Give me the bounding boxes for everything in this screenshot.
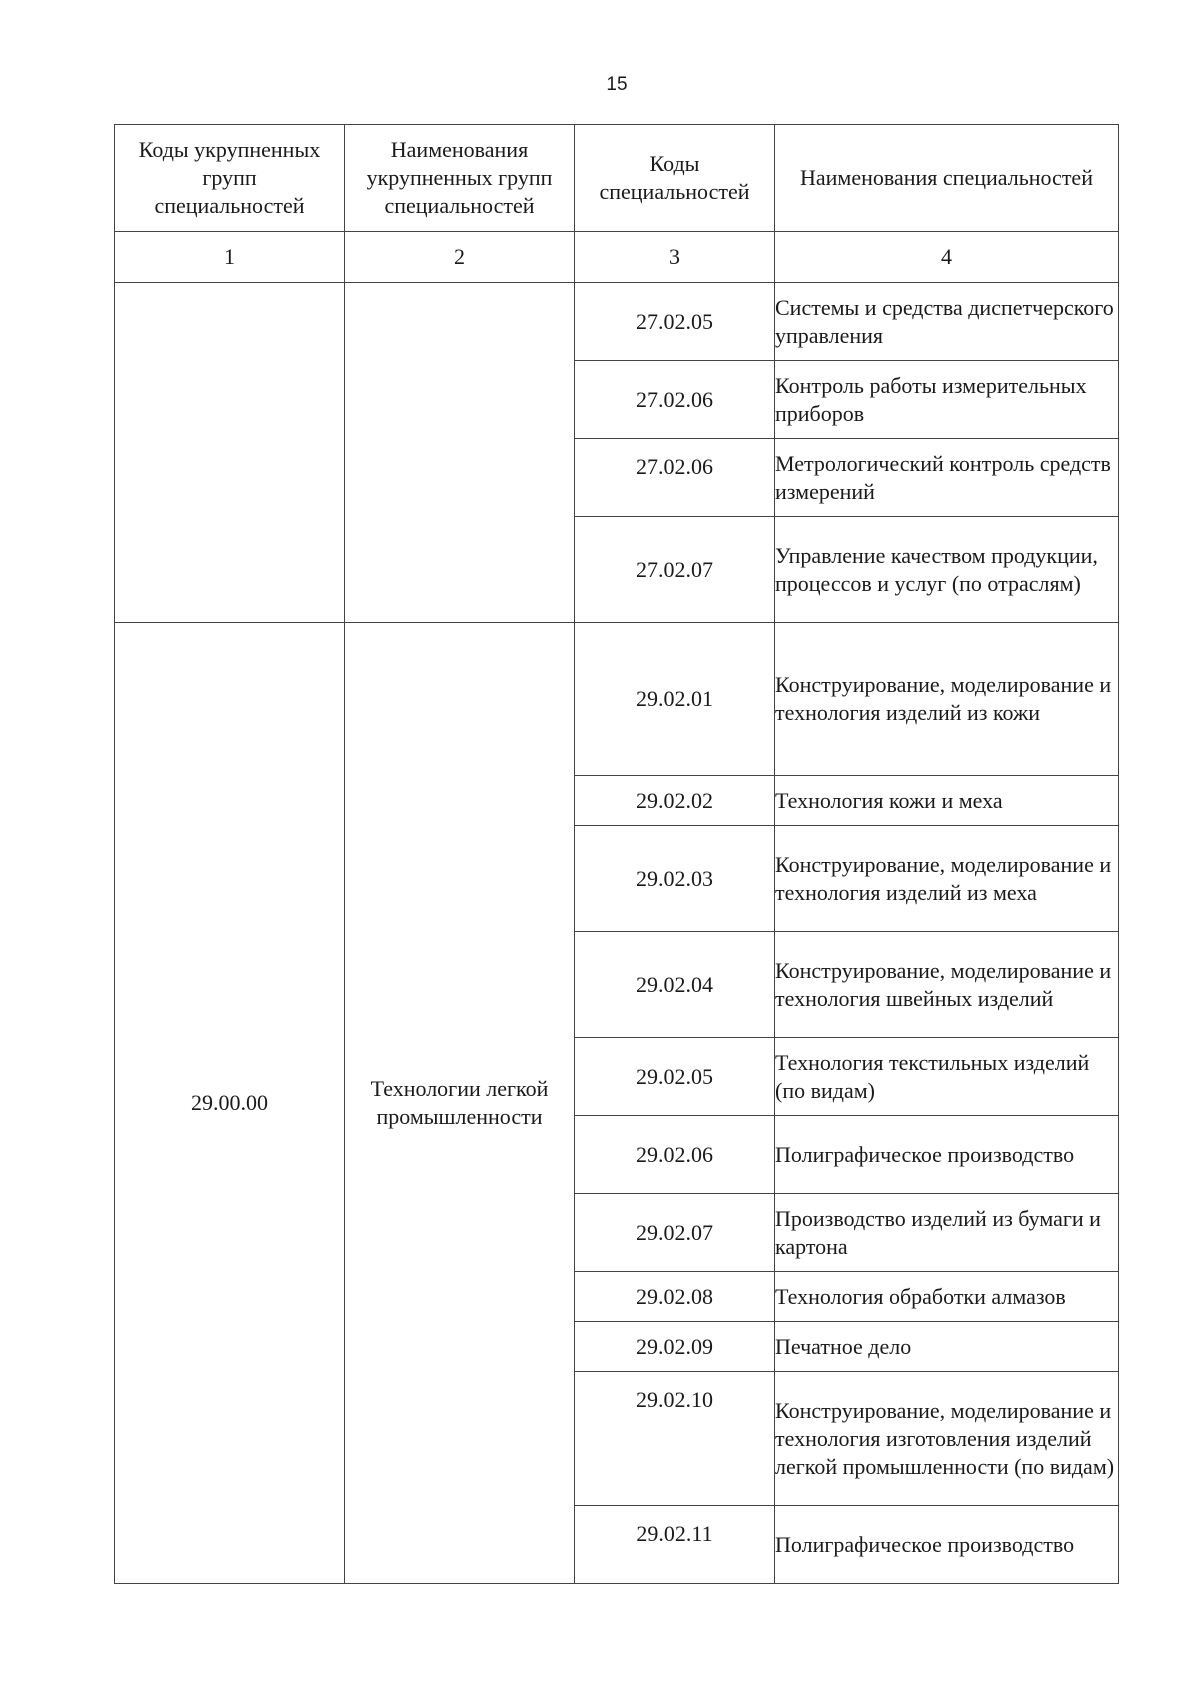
specialty-name: Конструирование, моделирование и технология швейных изделий [775, 932, 1119, 1038]
specialty-code: 27.02.07 [575, 517, 775, 623]
group-code: 29.00.00 [115, 623, 345, 1584]
specialty-code: 29.02.03 [575, 826, 775, 932]
group-code-cell-empty [115, 283, 345, 623]
table-row [115, 623, 1119, 776]
specialty-code: 29.02.02 [575, 776, 775, 826]
specialty-name: Метрологический контроль средств измерений [775, 439, 1119, 517]
specialty-name: Контроль работы измерительных приборов [775, 361, 1119, 439]
specialty-name: Конструирование, моделирование и технология изделий из меха [775, 826, 1119, 932]
header-specialty-names: Наименования специальностей [775, 125, 1119, 232]
specialty-name: Системы и средства диспетчерского управления [775, 283, 1119, 361]
header-group-names: Наименования укрупненных групп специальностей [345, 125, 575, 232]
specialty-name: Полиграфическое производство [775, 1506, 1119, 1584]
specialty-name: Технология обработки алмазов [775, 1272, 1119, 1322]
specialty-name: Конструирование, моделирование и технология изготовления изделий легкой промышленности (по видам) [775, 1372, 1119, 1506]
column-number: 4 [775, 232, 1119, 283]
specialty-code: 29.02.05 [575, 1038, 775, 1116]
specialty-name: Управление качеством продукции, процессов и услуг (по отраслям) [775, 517, 1119, 623]
column-number: 3 [575, 232, 775, 283]
table-row [115, 283, 1119, 361]
specialty-code: 29.02.08 [575, 1272, 775, 1322]
specialty-code: 27.02.06 [575, 439, 775, 517]
specialty-code: 29.02.07 [575, 1194, 775, 1272]
specialty-name: Технология кожи и меха [775, 776, 1119, 826]
page-number: 15 [606, 74, 628, 95]
specialty-name: Технология текстильных изделий (по видам) [775, 1038, 1119, 1116]
specialty-code: 27.02.06 [575, 361, 775, 439]
column-number: 2 [345, 232, 575, 283]
table-header-row [115, 125, 1119, 232]
group-name-cell-empty [345, 283, 575, 623]
specialty-code: 29.02.09 [575, 1322, 775, 1372]
specialty-name: Полиграфическое производство [775, 1116, 1119, 1194]
specialty-code: 29.02.10 [575, 1372, 775, 1506]
header-group-codes: Коды укрупненных групп специальностей [115, 125, 345, 232]
column-number-row [115, 232, 1119, 283]
header-specialty-codes: Коды специальностей [575, 125, 775, 232]
specialty-name: Печатное дело [775, 1322, 1119, 1372]
specialty-code: 29.02.01 [575, 623, 775, 776]
column-number: 1 [115, 232, 345, 283]
specialty-name: Производство изделий из бумаги и картона [775, 1194, 1119, 1272]
specialty-code: 29.02.06 [575, 1116, 775, 1194]
specialty-name: Конструирование, моделирование и технология изделий из кожи [775, 623, 1119, 776]
group-name: Технологии легкой промышленности [345, 623, 575, 1584]
specialty-code: 29.02.04 [575, 932, 775, 1038]
specialty-code: 29.02.11 [575, 1506, 775, 1584]
specialties-table [114, 124, 1119, 1584]
specialty-code: 27.02.05 [575, 283, 775, 361]
